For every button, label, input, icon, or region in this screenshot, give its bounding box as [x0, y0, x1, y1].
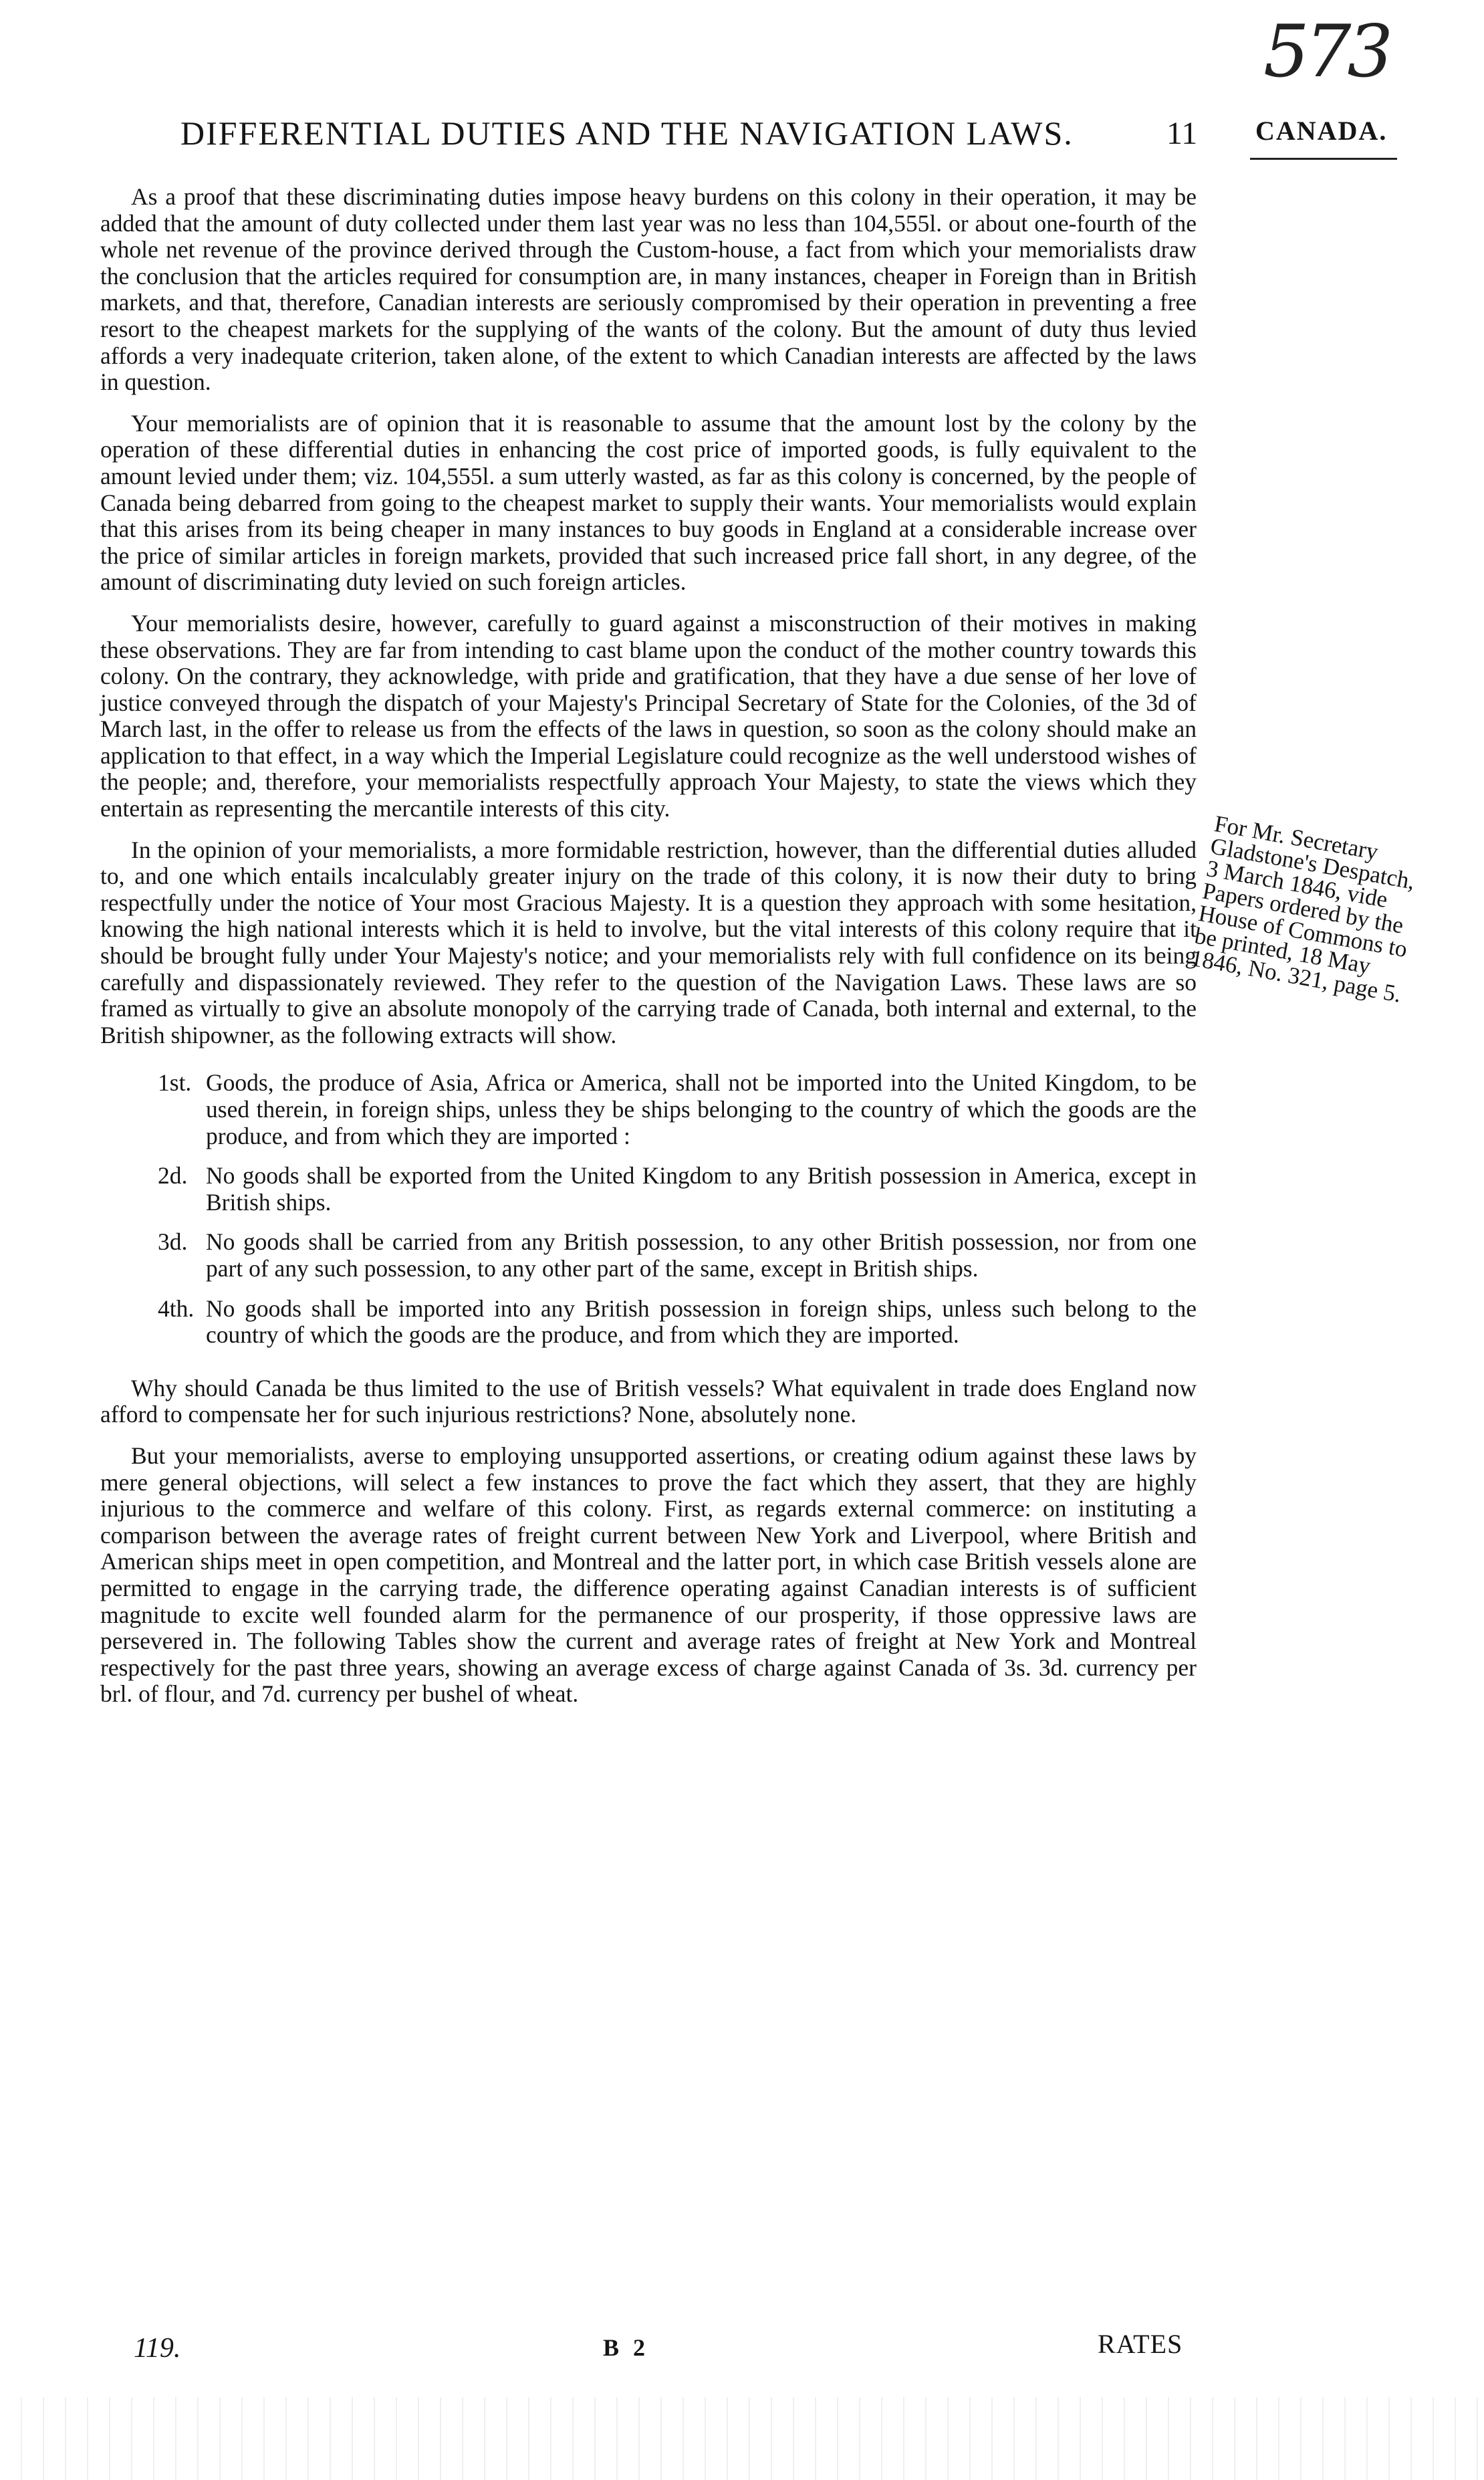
- page-bottom-margin: [0, 2397, 1484, 2480]
- list-item-text: No goods shall be imported into any British possession in foreign ships, unless such belong to the country of which the goods are the produce, and from which they are imported.: [206, 1294, 1197, 1349]
- footer-catchword: RATES: [1098, 2329, 1183, 2359]
- list-item-text: No goods shall be carried from any British possession, to any other British possession, nor from one part of any such possession, to any other part of the same, except in British ships.: [206, 1228, 1197, 1282]
- list-item-number: 1st.: [158, 1069, 192, 1097]
- list-item: [100, 1296, 1197, 1349]
- list-item: [100, 1163, 1197, 1216]
- extracts-list: [100, 1070, 1197, 1348]
- list-item-number: 3d.: [158, 1228, 188, 1256]
- footer-signature-mark: B 2: [603, 2334, 650, 2361]
- handwritten-folio-number: 573: [1263, 10, 1390, 94]
- paragraph-duty-burden: As a proof that these discriminating duties impose heavy burdens on this colony in their operation, it may be added that the amount of duty collected under them last year was no less than 104,555l. or about one-fourth of the whole net revenue of the province derived through the Custom-house, a fact from which your memorialists draw the conclusion that the articles required for consumption are, in many instances, cheaper in Foreign than in British markets, and that, therefore, Canadian interests are seriously compromised by their operation in preventing a free resort to the cheapest markets for the supplying of the wants of the colony. But the amount of duty thus levied affords a very inadequate criterion, taken alone, of the extent to which Canadian interests are affected by the laws in question.: [100, 183, 1197, 396]
- list-item-text: Goods, the produce of Asia, Africa or America, shall not be imported into the United Kingdom, to be used therein, in foreign ships, unless they be ships belonging to the country of which the goods are the produce, and from which they are imported :: [206, 1069, 1197, 1149]
- side-heading-canada: CANADA.: [1255, 116, 1388, 146]
- paragraph-amount-lost: Your memorialists are of opinion that it is reasonable to assume that the amount lost by the colony by the operation of these differential duties in enhancing the cost price of imported goods, is fully equivalent to the amount levied under them; viz. 104,555l. a sum utterly wasted, as far as this colony is concerned, by the people of Canada being debarred from going to the cheapest market to supply their wants. Your memorialists would explain that this arises from its being cheaper in many instances to buy goods in England at a considerable increase over the price of similar articles in foreign markets, provided that such increased price fall short, in any degree, of the amount of discriminating duty levied on such foreign articles.: [100, 409, 1197, 596]
- page-number: 11: [1166, 116, 1198, 151]
- list-item: [100, 1229, 1197, 1282]
- footer-signature-number: 119.: [134, 2333, 181, 2364]
- list-item: [100, 1070, 1197, 1149]
- document-body: [100, 184, 1197, 1722]
- paragraph-freight-comparison: But your memorialists, averse to employing unsupported assertions, or creating odium against these laws by mere general objections, will select a few instances to prove the fact which they assert, that they are highly injurious to the commerce and welfare of this colony. First, as regards external commerce: on instituting a comparison between the average rates of freight current between New York and Liverpool, where British and American ships meet in open competition, and Montreal and the latter port, in which case British vessels alone are permitted to engage in the carrying trade, the difference operating against Canadian interests is of sufficient magnitude to excite well founded alarm for the permanence of our prosperity, if those oppressive laws are persevered in. The following Tables show the current and average rates of freight at New York and Montreal respectively for the past three years, showing an average excess of charge against Canada of 3s. 3d. currency per brl. of flour, and 7d. currency per bushel of wheat.: [100, 1442, 1197, 1708]
- paragraph-why-canada: Why should Canada be thus limited to the use of British vessels? What equivalent in trade does England now afford to compensate her for such injurious restrictions? None, absolutely none.: [100, 1374, 1197, 1428]
- page-header-title: DIFFERENTIAL DUTIES AND THE NAVIGATION LAWS.: [180, 114, 1074, 152]
- paragraph-guard-misconstruction: Your memorialists desire, however, carefully to guard against a misconstruction of their motives in making these observations. They are far from intending to cast blame upon the conduct of the mother country towards this colony. On the contrary, they acknowledge, with pride and gratification, that they have a due sense of her love of justice conveyed through the dispatch of your Majesty's Principal Secretary of State for the Colonies, of the 3d of March last, in the offer to release us from the effects of the laws in question, so soon as the colony should make an application to that effect, in a way which the Imperial Legislature could recognize as the well understood wishes of the people; and, therefore, your memorialists respectfully approach Your Majesty, to state the views which they entertain as representing the mercantile interests of this city.: [100, 609, 1197, 822]
- paragraph-navigation-laws: In the opinion of your memorialists, a more formidable restriction, however, than the differential duties alluded to, and one which entails incalculably greater injury on the trade of this colony, it is now their duty to bring respectfully under the notice of Your most Gracious Majesty. It is a question they approach with some hesitation, knowing the high national interests which it is held to involve, but the vital interests of this colony require that it should be brought fully under Your Majesty's notice; and your memorialists rely with full confidence on its being carefully and dispassionately reviewed. They refer to the question of the Navigation Laws. These laws are so framed as virtually to give an absolute monopoly of the carrying trade of Canada, both internal and external, to the British shipowner, as the following extracts will show.: [100, 836, 1197, 1048]
- list-item-number: 2d.: [158, 1162, 188, 1190]
- side-heading-rule: [1250, 158, 1397, 160]
- list-item-number: 4th.: [158, 1294, 195, 1322]
- list-item-text: No goods shall be exported from the United Kingdom to any British possession in America, except in British ships.: [206, 1162, 1197, 1216]
- marginal-note: For Mr. Secretary Gladstone's Despatch, 3 March 1846, vide Papers ordered by the House of Commons to be printed, 18 May 1846, No. 321, page 5.: [1189, 810, 1417, 1008]
